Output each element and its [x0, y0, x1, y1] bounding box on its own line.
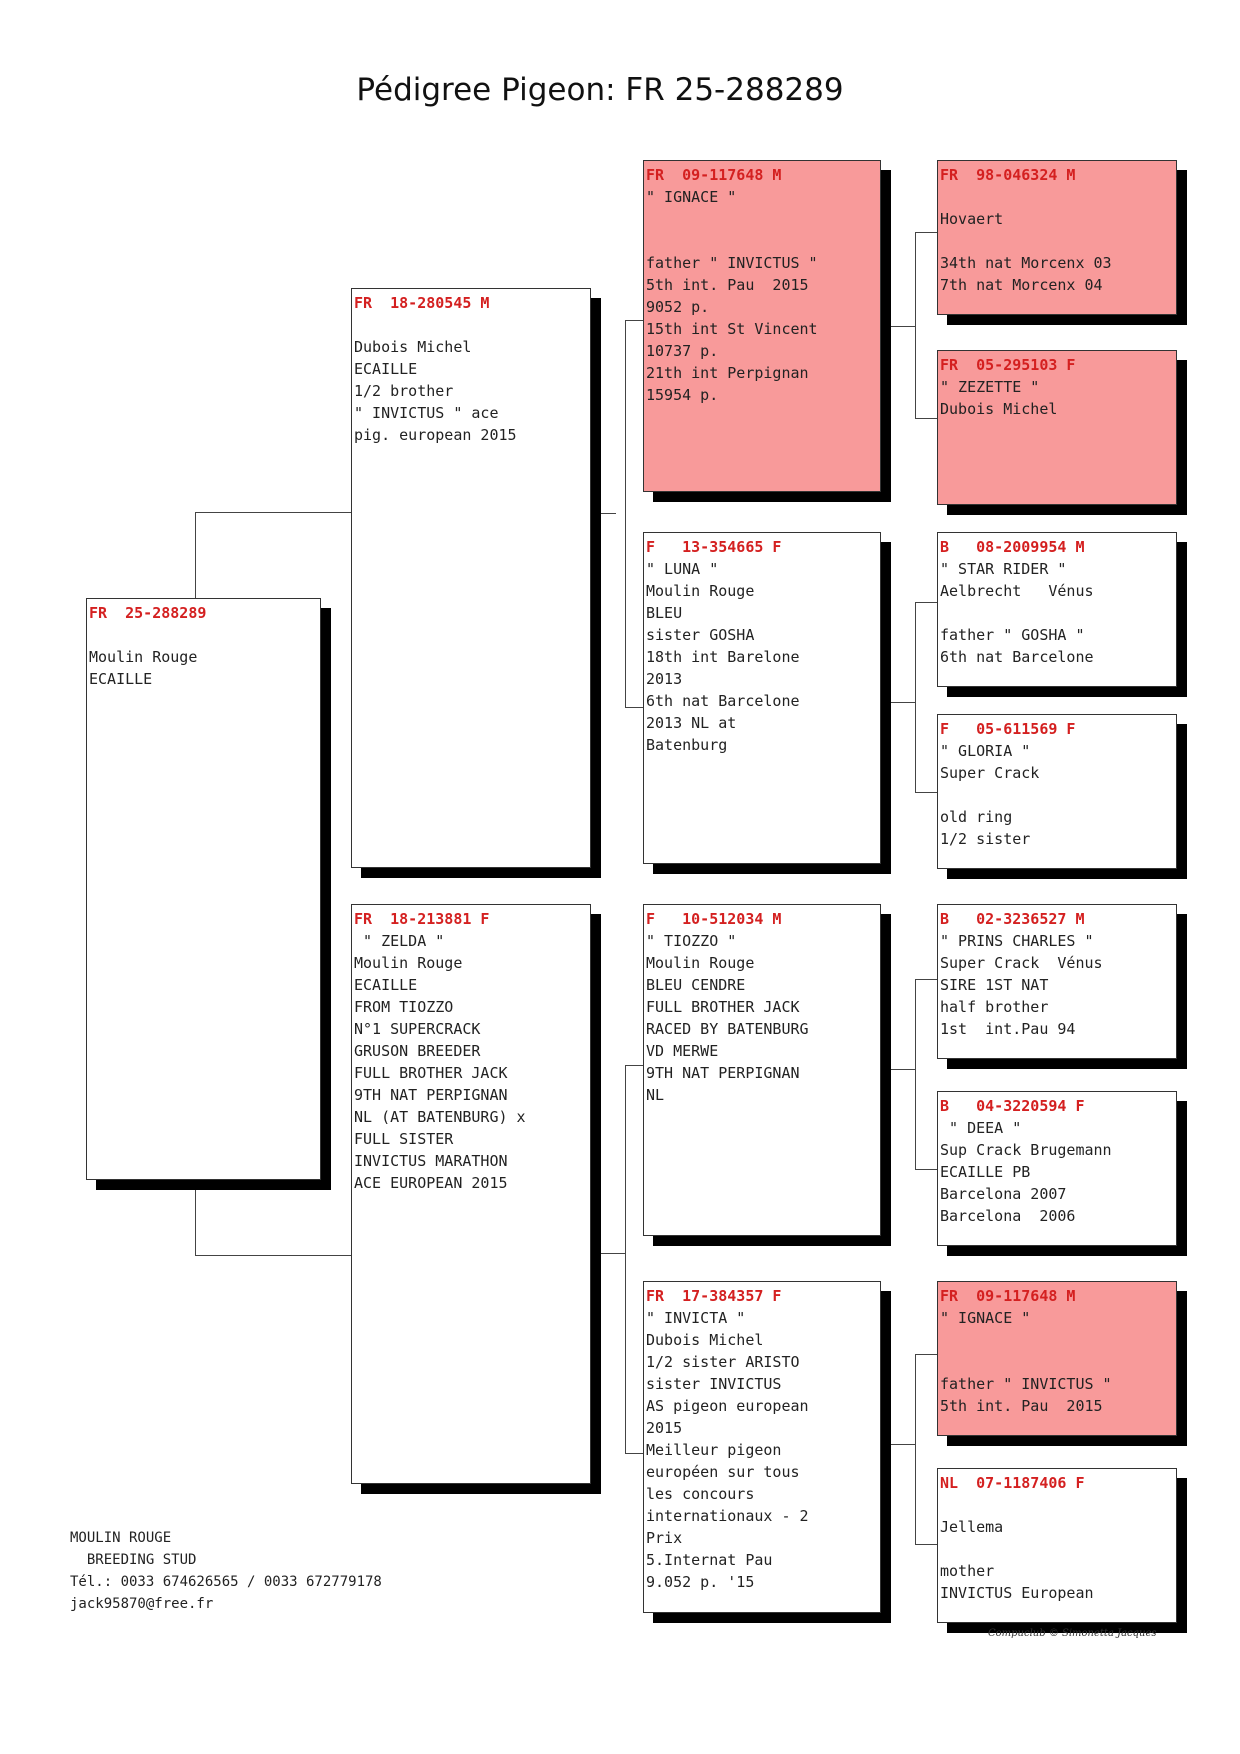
- connector: [195, 1255, 351, 1256]
- page-title: Pédigree Pigeon: FR 25-288289: [356, 72, 844, 108]
- pigeon-info-line: Moulin Rouge: [89, 648, 198, 666]
- pigeon-info-line: 7th nat Morcenx 04: [940, 276, 1103, 294]
- pigeon-info-line: " DEEA ": [940, 1119, 1022, 1137]
- connector: [195, 1180, 196, 1255]
- pigeon-info-line: 15954 p.: [646, 386, 719, 404]
- pigeon-card-subject: [86, 598, 321, 1180]
- connector: [591, 1253, 625, 1254]
- pigeon-info-line: 10737 p.: [646, 342, 719, 360]
- pigeon-card-sd-dam: [937, 714, 1177, 869]
- pigeon-info-line: [940, 1329, 1176, 1351]
- ring-number: FR 09-117648 M: [646, 166, 782, 184]
- ring-number: FR 05-295103 F: [940, 356, 1076, 374]
- pigeon-info-line: FULL SISTER: [354, 1130, 454, 1148]
- ring-number: F 13-354665 F: [646, 538, 782, 556]
- pigeon-info-line: " TIOZZO ": [646, 932, 737, 950]
- pigeon-info-line: AS pigeon european: [646, 1397, 809, 1415]
- ring-number: FR 98-046324 M: [940, 166, 1076, 184]
- pigeon-card-dam-sire: [643, 904, 881, 1236]
- pigeon-info-line: father " INVICTUS ": [940, 1375, 1112, 1393]
- pigeon-info-line: father " GOSHA ": [940, 626, 1085, 644]
- pigeon-info-line: 9.052 p. '15: [646, 1573, 755, 1591]
- pigeon-info-line: Meilleur pigeon: [646, 1441, 782, 1459]
- breeder-subtitle: BREEDING STUD: [70, 1552, 197, 1568]
- ring-number: F 10-512034 M: [646, 910, 782, 928]
- pigeon-info-line: N°1 SUPERCRACK: [354, 1020, 481, 1038]
- pigeon-info-line: Dubois Michel: [354, 338, 472, 356]
- pigeon-info-line: Moulin Rouge: [646, 954, 755, 972]
- pigeon-info-line: 18th int Barelone: [646, 648, 800, 666]
- connector: [625, 1065, 626, 1453]
- connector: [915, 232, 916, 418]
- pigeon-info-line: " GLORIA ": [940, 742, 1031, 760]
- pigeon-info-line: BLEU: [646, 604, 683, 622]
- pigeon-info-line: Hovaert: [940, 210, 1004, 228]
- pigeon-info-line: européen sur tous: [646, 1463, 800, 1481]
- pigeon-card-ss-dam: [937, 350, 1177, 505]
- pigeon-info-line: [354, 314, 590, 336]
- pigeon-info-line: 2013 NL at: [646, 714, 737, 732]
- pigeon-info-line: father " INVICTUS ": [646, 254, 818, 272]
- connector: [915, 979, 937, 980]
- pigeon-info-line: pig. european 2015: [354, 426, 517, 444]
- pigeon-info-line: FULL BROTHER JACK: [354, 1064, 508, 1082]
- pigeon-info-line: " INVICTA ": [646, 1309, 746, 1327]
- pigeon-info-line: 1st int.Pau 94: [940, 1020, 1076, 1038]
- pigeon-info-line: " LUNA ": [646, 560, 719, 578]
- pigeon-info-line: FULL BROTHER JACK: [646, 998, 800, 1016]
- connector: [881, 1069, 915, 1070]
- pigeon-info-line: 15th int St Vincent: [646, 320, 818, 338]
- pigeon-card-dam: [351, 904, 591, 1484]
- pigeon-card-dam-dam: [643, 1281, 881, 1613]
- pigeon-info-line: sister INVICTUS: [646, 1375, 782, 1393]
- pigeon-info-line: [940, 602, 1176, 624]
- connector: [915, 602, 937, 603]
- pigeon-info-line: 6th nat Barcelone: [940, 648, 1094, 666]
- pigeon-info-line: 5th int. Pau 2015: [646, 276, 809, 294]
- pigeon-info-line: GRUSON BREEDER: [354, 1042, 481, 1060]
- pigeon-info-line: mother: [940, 1562, 995, 1580]
- ring-number: B 08-2009954 M: [940, 538, 1085, 556]
- pigeon-info-line: Barcelona 2007: [940, 1185, 1067, 1203]
- pigeon-info-line: [646, 208, 880, 230]
- connector: [625, 320, 643, 321]
- pigeon-card-ds-sire: [937, 904, 1177, 1059]
- pigeon-info-line: [940, 230, 1176, 252]
- pigeon-info-line: INVICTUS European: [940, 1584, 1094, 1602]
- pigeon-info-line: [940, 1494, 1176, 1516]
- pigeon-info-line: 21th int Perpignan: [646, 364, 809, 382]
- pigeon-info-line: Dubois Michel: [646, 1331, 764, 1349]
- pigeon-info-line: 1/2 sister ARISTO: [646, 1353, 800, 1371]
- pigeon-card-sd-sire: [937, 532, 1177, 687]
- pigeon-info-line: ECAILLE: [354, 360, 418, 378]
- pigeon-info-line: " INVICTUS " ace: [354, 404, 499, 422]
- ring-number: FR 18-213881 F: [354, 910, 490, 928]
- connector: [881, 326, 915, 327]
- connector: [915, 1354, 937, 1355]
- pigeon-info-line: [940, 784, 1176, 806]
- pigeon-card-dd-sire: [937, 1281, 1177, 1436]
- connector: [915, 232, 937, 233]
- pigeon-info-line: ECAILLE PB: [940, 1163, 1031, 1181]
- pigeon-info-line: VD MERWE: [646, 1042, 719, 1060]
- ring-number: FR 25-288289: [89, 604, 207, 622]
- pigeon-card-sire-dam: [643, 532, 881, 864]
- connector: [915, 418, 937, 419]
- pigeon-info-line: 6th nat Barcelone: [646, 692, 800, 710]
- pigeon-info-line: Barcelona 2006: [940, 1207, 1076, 1225]
- pigeon-card-sire: [351, 288, 591, 868]
- pigeon-info-line: 9TH NAT PERPIGNAN: [354, 1086, 508, 1104]
- pigeon-info-line: Super Crack: [940, 764, 1040, 782]
- pigeon-card-sire-sire: [643, 160, 881, 492]
- pigeon-info-line: " STAR RIDER ": [940, 560, 1067, 578]
- connector: [195, 512, 196, 598]
- connector: [881, 1444, 915, 1445]
- pigeon-info-line: 5th int. Pau 2015: [940, 1397, 1103, 1415]
- pigeon-info-line: internationaux - 2: [646, 1507, 809, 1525]
- pigeon-info-line: ECAILLE: [354, 976, 418, 994]
- pigeon-info-line: Moulin Rouge: [354, 954, 463, 972]
- pigeon-info-line: BLEU CENDRE: [646, 976, 746, 994]
- pigeon-info-line: NL (AT BATENBURG) x: [354, 1108, 526, 1126]
- pigeon-info-line: [940, 1538, 1176, 1560]
- connector: [625, 1065, 643, 1066]
- pigeon-info-line: Jellema: [940, 1518, 1004, 1536]
- pigeon-info-line: 1/2 brother: [354, 382, 454, 400]
- connector: [915, 1544, 937, 1545]
- ring-number: FR 09-117648 M: [940, 1287, 1076, 1305]
- pigeon-info-line: NL: [646, 1086, 665, 1104]
- pigeon-info-line: " IGNACE ": [646, 188, 737, 206]
- ring-number: FR 18-280545 M: [354, 294, 490, 312]
- pigeon-info-line: [940, 1351, 1176, 1373]
- connector: [625, 1453, 643, 1454]
- pigeon-card-dd-dam: [937, 1468, 1177, 1623]
- ring-number: FR 17-384357 F: [646, 1287, 782, 1305]
- pigeon-info-line: Batenburg: [646, 736, 728, 754]
- pigeon-info-line: Aelbrecht Vénus: [940, 582, 1094, 600]
- connector: [625, 707, 643, 708]
- connector: [915, 979, 916, 1169]
- pigeon-info-line: 9TH NAT PERPIGNAN: [646, 1064, 800, 1082]
- pigeon-info-line: sister GOSHA: [646, 626, 755, 644]
- breeder-name: MOULIN ROUGE: [70, 1530, 172, 1546]
- pigeon-info-line: " IGNACE ": [940, 1309, 1031, 1327]
- ring-number: B 04-3220594 F: [940, 1097, 1085, 1115]
- pigeon-info-line: 9052 p.: [646, 298, 710, 316]
- breeder-phone: Tél.: 0033 674626565 / 0033 672779178: [70, 1574, 382, 1590]
- connector: [625, 320, 626, 707]
- ring-number: NL 07-1187406 F: [940, 1474, 1085, 1492]
- pigeon-info-line: les concours: [646, 1485, 755, 1503]
- pigeon-info-line: ECAILLE: [89, 670, 153, 688]
- pigeon-info-line: SIRE 1ST NAT: [940, 976, 1049, 994]
- breeder-email: jack95870@free.fr: [70, 1596, 214, 1612]
- pigeon-info-line: INVICTUS MARATHON: [354, 1152, 508, 1170]
- pigeon-info-line: 1/2 sister: [940, 830, 1031, 848]
- pigeon-info-line: 34th nat Morcenx 03: [940, 254, 1112, 272]
- connector: [915, 1354, 916, 1544]
- pigeon-info-line: 2013: [646, 670, 683, 688]
- pigeon-info-line: 2015: [646, 1419, 683, 1437]
- connector: [881, 702, 915, 703]
- connector: [915, 602, 916, 792]
- ring-number: F 05-611569 F: [940, 720, 1076, 738]
- copyright-note: Compuclub © Simonetta Jacques: [988, 1628, 1157, 1639]
- pigeon-info-line: FROM TIOZZO: [354, 998, 454, 1016]
- pigeon-info-line: " PRINS CHARLES ": [940, 932, 1094, 950]
- pigeon-info-line: RACED BY BATENBURG: [646, 1020, 809, 1038]
- connector: [915, 792, 937, 793]
- pigeon-info-line: " ZEZETTE ": [940, 378, 1040, 396]
- pigeon-info-line: Prix: [646, 1529, 683, 1547]
- pigeon-card-ss-sire: [937, 160, 1177, 315]
- pigeon-info-line: [940, 186, 1176, 208]
- ring-number: B 02-3236527 M: [940, 910, 1085, 928]
- pigeon-card-ds-dam: [937, 1091, 1177, 1246]
- pigeon-info-line: old ring: [940, 808, 1013, 826]
- pigeon-info-line: ACE EUROPEAN 2015: [354, 1174, 508, 1192]
- pigeon-info-line: [89, 624, 320, 646]
- pigeon-info-line: half brother: [940, 998, 1049, 1016]
- connector: [591, 513, 616, 514]
- breeder-info: [70, 1527, 382, 1615]
- connector: [195, 512, 351, 513]
- pigeon-info-line: " ZELDA ": [354, 932, 445, 950]
- pigeon-info-line: Moulin Rouge: [646, 582, 755, 600]
- pigeon-info-line: Super Crack Vénus: [940, 954, 1103, 972]
- pigeon-info-line: Sup Crack Brugemann: [940, 1141, 1112, 1159]
- pigeon-info-line: 5.Internat Pau: [646, 1551, 773, 1569]
- connector: [915, 1169, 937, 1170]
- pigeon-info-line: [646, 230, 880, 252]
- pigeon-info-line: Dubois Michel: [940, 400, 1058, 418]
